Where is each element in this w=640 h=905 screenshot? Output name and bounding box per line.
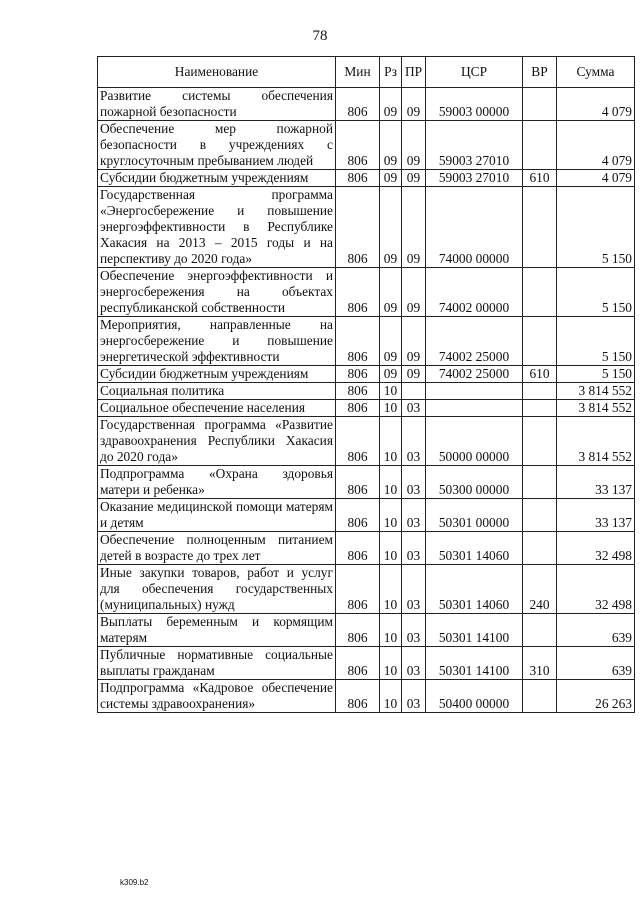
cell-csr: 74002 25000 bbox=[426, 366, 523, 383]
cell-name: Субсидии бюджетным учреждениям bbox=[98, 366, 336, 383]
cell-rz: 09 bbox=[380, 121, 402, 170]
cell-vr bbox=[523, 680, 557, 713]
cell-csr: 59003 27010 bbox=[426, 121, 523, 170]
cell-sum: 33 137 bbox=[557, 499, 635, 532]
col-header-min: Мин bbox=[336, 57, 380, 88]
cell-rz: 10 bbox=[380, 383, 402, 400]
cell-rz: 09 bbox=[380, 366, 402, 383]
cell-vr: 610 bbox=[523, 170, 557, 187]
cell-csr: 74002 00000 bbox=[426, 268, 523, 317]
budget-table bbox=[97, 56, 635, 713]
cell-sum: 639 bbox=[557, 647, 635, 680]
cell-vr bbox=[523, 317, 557, 366]
cell-rz: 09 bbox=[380, 317, 402, 366]
cell-name: Мероприятия, направленные на энергосбережение и повышение энергетической эффективности bbox=[98, 317, 336, 366]
cell-csr: 50300 00000 bbox=[426, 466, 523, 499]
cell-vr: 610 bbox=[523, 366, 557, 383]
cell-sum: 3 814 552 bbox=[557, 417, 635, 466]
cell-rz: 10 bbox=[380, 417, 402, 466]
cell-vr bbox=[523, 268, 557, 317]
col-header-rz: Рз bbox=[380, 57, 402, 88]
cell-min: 806 bbox=[336, 532, 380, 565]
cell-sum: 5 150 bbox=[557, 317, 635, 366]
cell-rz: 09 bbox=[380, 170, 402, 187]
table-row bbox=[98, 647, 635, 680]
cell-pr: 03 bbox=[402, 565, 426, 614]
cell-rz: 09 bbox=[380, 88, 402, 121]
cell-name: Социальная политика bbox=[98, 383, 336, 400]
cell-min: 806 bbox=[336, 383, 380, 400]
cell-pr: 09 bbox=[402, 121, 426, 170]
cell-csr: 59003 27010 bbox=[426, 170, 523, 187]
cell-rz: 10 bbox=[380, 532, 402, 565]
cell-csr: 50301 14060 bbox=[426, 565, 523, 614]
cell-name: Публичные нормативные социальные выплаты гражданам bbox=[98, 647, 336, 680]
cell-pr: 03 bbox=[402, 466, 426, 499]
cell-csr: 74000 00000 bbox=[426, 187, 523, 268]
cell-min: 806 bbox=[336, 400, 380, 417]
cell-sum: 3 814 552 bbox=[557, 383, 635, 400]
col-header-name: Наименование bbox=[98, 57, 336, 88]
table-row bbox=[98, 121, 635, 170]
cell-csr: 50301 14100 bbox=[426, 614, 523, 647]
cell-min: 806 bbox=[336, 565, 380, 614]
col-header-vr: ВР bbox=[523, 57, 557, 88]
cell-name: Государственная программа «Развитие здравоохранения Республики Хакасия до 2020 года» bbox=[98, 417, 336, 466]
cell-vr bbox=[523, 614, 557, 647]
cell-rz: 10 bbox=[380, 466, 402, 499]
cell-pr: 03 bbox=[402, 400, 426, 417]
cell-rz: 10 bbox=[380, 614, 402, 647]
table-row bbox=[98, 466, 635, 499]
cell-name: Подпрограмма «Охрана здоровья матери и ребенка» bbox=[98, 466, 336, 499]
cell-name: Иные закупки товаров, работ и услуг для обеспечения государственных (муниципальных) нужд bbox=[98, 565, 336, 614]
table-row bbox=[98, 680, 635, 713]
cell-min: 806 bbox=[336, 647, 380, 680]
cell-min: 806 bbox=[336, 88, 380, 121]
header-row bbox=[98, 57, 635, 88]
cell-name: Социальное обеспечение населения bbox=[98, 400, 336, 417]
cell-sum: 33 137 bbox=[557, 466, 635, 499]
cell-sum: 5 150 bbox=[557, 366, 635, 383]
cell-min: 806 bbox=[336, 499, 380, 532]
cell-sum: 5 150 bbox=[557, 187, 635, 268]
cell-sum: 3 814 552 bbox=[557, 400, 635, 417]
cell-vr bbox=[523, 187, 557, 268]
cell-pr: 09 bbox=[402, 317, 426, 366]
cell-min: 806 bbox=[336, 121, 380, 170]
cell-name: Государственная программа «Энергосбережение и повышение энергоэффективности в Республике Хакасия на 2013 – 2015 годы и на перспективу до 2020 года» bbox=[98, 187, 336, 268]
cell-min: 806 bbox=[336, 268, 380, 317]
cell-sum: 32 498 bbox=[557, 565, 635, 614]
cell-min: 806 bbox=[336, 614, 380, 647]
cell-min: 806 bbox=[336, 187, 380, 268]
cell-pr: 09 bbox=[402, 268, 426, 317]
table-row bbox=[98, 499, 635, 532]
cell-csr bbox=[426, 383, 523, 400]
cell-pr: 03 bbox=[402, 680, 426, 713]
table-row bbox=[98, 400, 635, 417]
cell-name: Обеспечение мер пожарной безопасности в учреждениях с круглосуточным пребыванием людей bbox=[98, 121, 336, 170]
cell-vr bbox=[523, 417, 557, 466]
cell-vr bbox=[523, 88, 557, 121]
cell-pr: 09 bbox=[402, 366, 426, 383]
cell-pr bbox=[402, 383, 426, 400]
cell-vr bbox=[523, 499, 557, 532]
cell-name: Субсидии бюджетным учреждениям bbox=[98, 170, 336, 187]
cell-rz: 10 bbox=[380, 499, 402, 532]
cell-min: 806 bbox=[336, 366, 380, 383]
cell-rz: 10 bbox=[380, 680, 402, 713]
cell-sum: 4 079 bbox=[557, 121, 635, 170]
table-row bbox=[98, 532, 635, 565]
table-row bbox=[98, 614, 635, 647]
cell-vr bbox=[523, 400, 557, 417]
cell-vr bbox=[523, 532, 557, 565]
cell-rz: 10 bbox=[380, 565, 402, 614]
table-row bbox=[98, 88, 635, 121]
cell-csr: 74002 25000 bbox=[426, 317, 523, 366]
cell-min: 806 bbox=[336, 466, 380, 499]
cell-min: 806 bbox=[336, 317, 380, 366]
cell-rz: 10 bbox=[380, 647, 402, 680]
cell-csr: 59003 00000 bbox=[426, 88, 523, 121]
cell-pr: 09 bbox=[402, 170, 426, 187]
cell-csr: 50301 14100 bbox=[426, 647, 523, 680]
cell-name: Обеспечение полноценным питанием детей в возрасте до трех лет bbox=[98, 532, 336, 565]
cell-pr: 03 bbox=[402, 532, 426, 565]
table-row bbox=[98, 268, 635, 317]
table-row bbox=[98, 383, 635, 400]
cell-vr bbox=[523, 383, 557, 400]
cell-vr bbox=[523, 466, 557, 499]
table-row bbox=[98, 170, 635, 187]
cell-rz: 09 bbox=[380, 187, 402, 268]
cell-min: 806 bbox=[336, 170, 380, 187]
table-row bbox=[98, 417, 635, 466]
col-header-csr: ЦСР bbox=[426, 57, 523, 88]
table-row bbox=[98, 565, 635, 614]
cell-pr: 03 bbox=[402, 614, 426, 647]
cell-pr: 09 bbox=[402, 88, 426, 121]
cell-csr: 50000 00000 bbox=[426, 417, 523, 466]
cell-rz: 09 bbox=[380, 268, 402, 317]
cell-min: 806 bbox=[336, 417, 380, 466]
cell-name: Оказание медицинской помощи матерям и детям bbox=[98, 499, 336, 532]
cell-pr: 03 bbox=[402, 417, 426, 466]
cell-sum: 5 150 bbox=[557, 268, 635, 317]
cell-name: Развитие системы обеспечения пожарной безопасности bbox=[98, 88, 336, 121]
cell-sum: 639 bbox=[557, 614, 635, 647]
cell-sum: 26 263 bbox=[557, 680, 635, 713]
cell-csr: 50301 00000 bbox=[426, 499, 523, 532]
cell-vr: 240 bbox=[523, 565, 557, 614]
cell-sum: 32 498 bbox=[557, 532, 635, 565]
col-header-pr: ПР bbox=[402, 57, 426, 88]
cell-csr: 50400 00000 bbox=[426, 680, 523, 713]
cell-pr: 03 bbox=[402, 499, 426, 532]
cell-sum: 4 079 bbox=[557, 88, 635, 121]
footer-code: k309.b2 bbox=[120, 878, 149, 887]
cell-name: Обеспечение энергоэффективности и энергосбережения на объектах республиканской собственности bbox=[98, 268, 336, 317]
cell-min: 806 bbox=[336, 680, 380, 713]
cell-rz: 10 bbox=[380, 400, 402, 417]
cell-vr bbox=[523, 121, 557, 170]
cell-pr: 03 bbox=[402, 647, 426, 680]
cell-vr: 310 bbox=[523, 647, 557, 680]
cell-csr bbox=[426, 400, 523, 417]
table-row bbox=[98, 366, 635, 383]
cell-pr: 09 bbox=[402, 187, 426, 268]
cell-sum: 4 079 bbox=[557, 170, 635, 187]
page-number: 78 bbox=[312, 28, 328, 44]
table-row bbox=[98, 317, 635, 366]
table-row bbox=[98, 187, 635, 268]
cell-name: Подпрограмма «Кадровое обеспечение системы здравоохранения» bbox=[98, 680, 336, 713]
cell-csr: 50301 14060 bbox=[426, 532, 523, 565]
cell-name: Выплаты беременным и кормящим матерям bbox=[98, 614, 336, 647]
col-header-sum: Сумма bbox=[557, 57, 635, 88]
